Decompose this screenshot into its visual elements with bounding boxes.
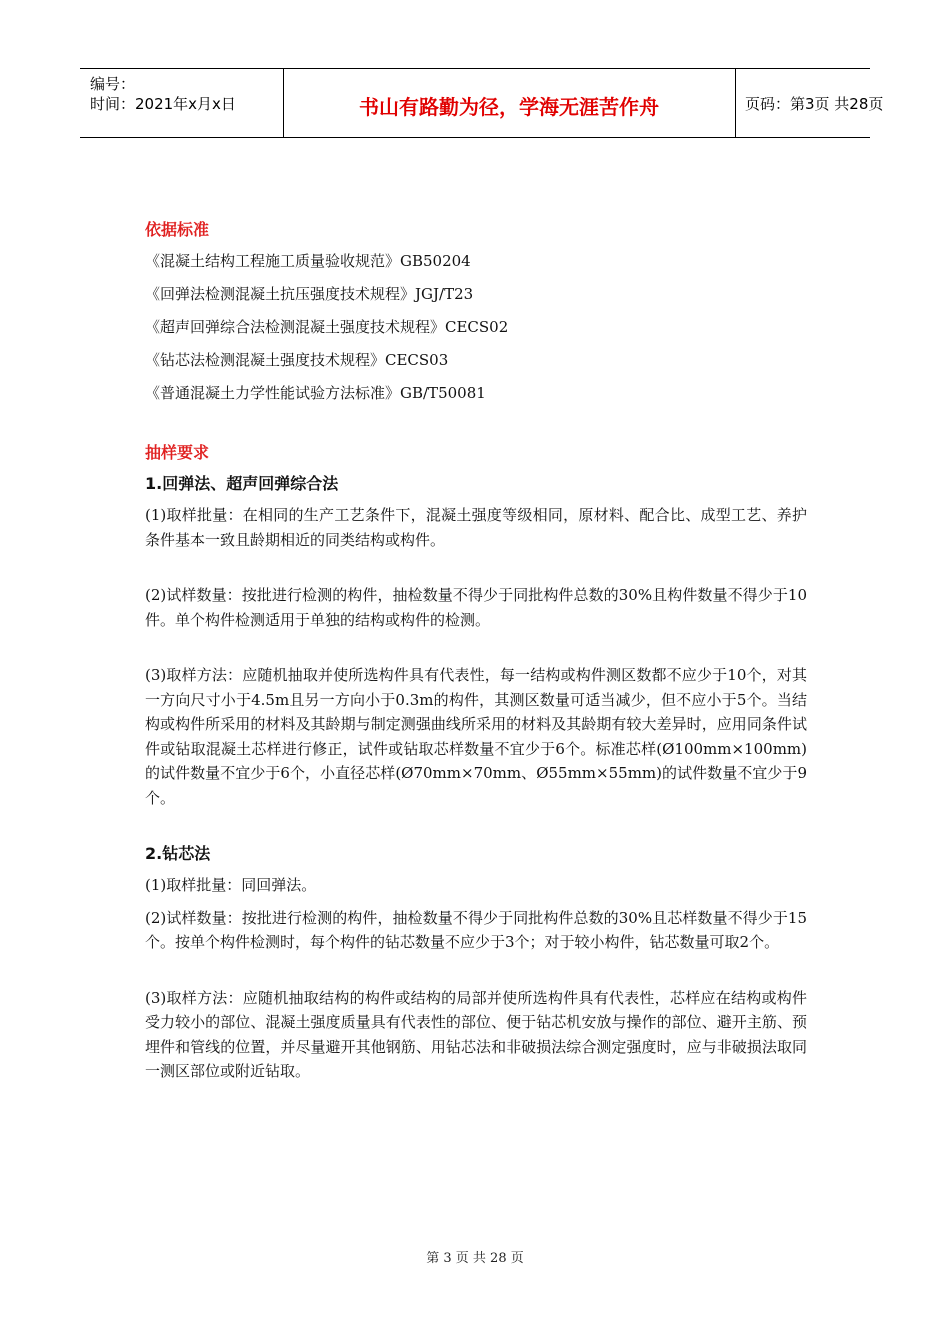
reference-item: 《钻芯法检测混凝土强度技术规程》CECS03 bbox=[145, 351, 449, 369]
paragraph-method: (3)取样方法：应随机抽取并使所选构件具有代表性，每一结构或构件测区数都不应少于10个，对其一方向尺寸小于4.5m且另一方向小于0.3m的构件，其测区数量可适当减少，但不应小于5个。当结构或构件所采用的材料及其龄期与制定测强曲线所采用的材料及其龄期有较大差异时，应用同条件试件或钻取混凝土芯样进行修正，试件或钻取芯样数量不宜少于6个。标准芯样(Ø100mm×100mm)的试件数量不宜少于6个，小直径芯样(Ø70mm×70mm、Ø55mm×55mm)的试件数量不宜少于9个。 bbox=[145, 666, 807, 807]
document-body bbox=[145, 216, 807, 1084]
header-page-info: 页码：第3页 共28页 bbox=[745, 95, 884, 113]
subsection-title-core: 2.钻芯法 bbox=[145, 844, 211, 863]
section-title-standards: 依据标准 bbox=[145, 220, 210, 239]
paragraph-quantity: (2)试样数量：按批进行检测的构件，抽检数量不得少于同批构件总数的30%且构件数量不得少于10件。单个构件检测适用于单独的结构或构件的检测。 bbox=[145, 586, 807, 629]
subsection-title-rebound: 1.回弹法、超声回弹综合法 bbox=[145, 474, 339, 493]
document-number-label: 编号： bbox=[90, 75, 136, 93]
page-header bbox=[80, 68, 884, 138]
reference-item: 《超声回弹综合法检测混凝土强度技术规程》CECS02 bbox=[145, 318, 509, 336]
section-title-sampling: 抽样要求 bbox=[145, 443, 210, 462]
paragraph-quantity: (2)试样数量：按批进行检测的构件，抽检数量不得少于同批构件总数的30%且芯样数量不得少于15个。按单个构件检测时，每个构件的钻芯数量不应少于3个；对于较小构件，钻芯数量可取2个。 bbox=[145, 908, 807, 951]
header-middle-cell bbox=[283, 69, 736, 137]
header-motto: 书山有路勤为径，学海无涯苦作舟 bbox=[359, 95, 659, 119]
page-footer: 第 3 页 共 28 页 bbox=[426, 1251, 524, 1266]
header-left-cell bbox=[80, 69, 284, 137]
reference-item: 《普通混凝土力学性能试验方法标准》GB/T50081 bbox=[145, 384, 486, 402]
header-right-cell bbox=[735, 69, 884, 137]
paragraph-method: (3)取样方法：应随机抽取结构的构件或结构的局部并使所选构件具有代表性，芯样应在结构或构件受力较小的部位、混凝土强度质量具有代表性的部位、便于钻芯机安放与操作的部位、避开主筋、预埋件和管线的位置，并尽量避开其他钢筋、用钻芯法和非破损法综合测定强度时，应与非破损法取同一测区部位或附近钻取。 bbox=[145, 988, 807, 1080]
paragraph-batch: (1)取样批量：在相同的生产工艺条件下，混凝土强度等级相同，原材料、配合比、成型工艺、养护条件基本一致且龄期相近的同类结构或构件。 bbox=[145, 506, 807, 549]
paragraph-batch: (1)取样批量：同回弹法。 bbox=[145, 876, 317, 894]
reference-item: 《回弹法检测混凝土抗压强度技术规程》JGJ/T23 bbox=[145, 285, 474, 303]
reference-item: 《混凝土结构工程施工质量验收规范》GB50204 bbox=[145, 252, 471, 270]
document-time-label: 时间：2021年x月x日 bbox=[90, 95, 236, 113]
